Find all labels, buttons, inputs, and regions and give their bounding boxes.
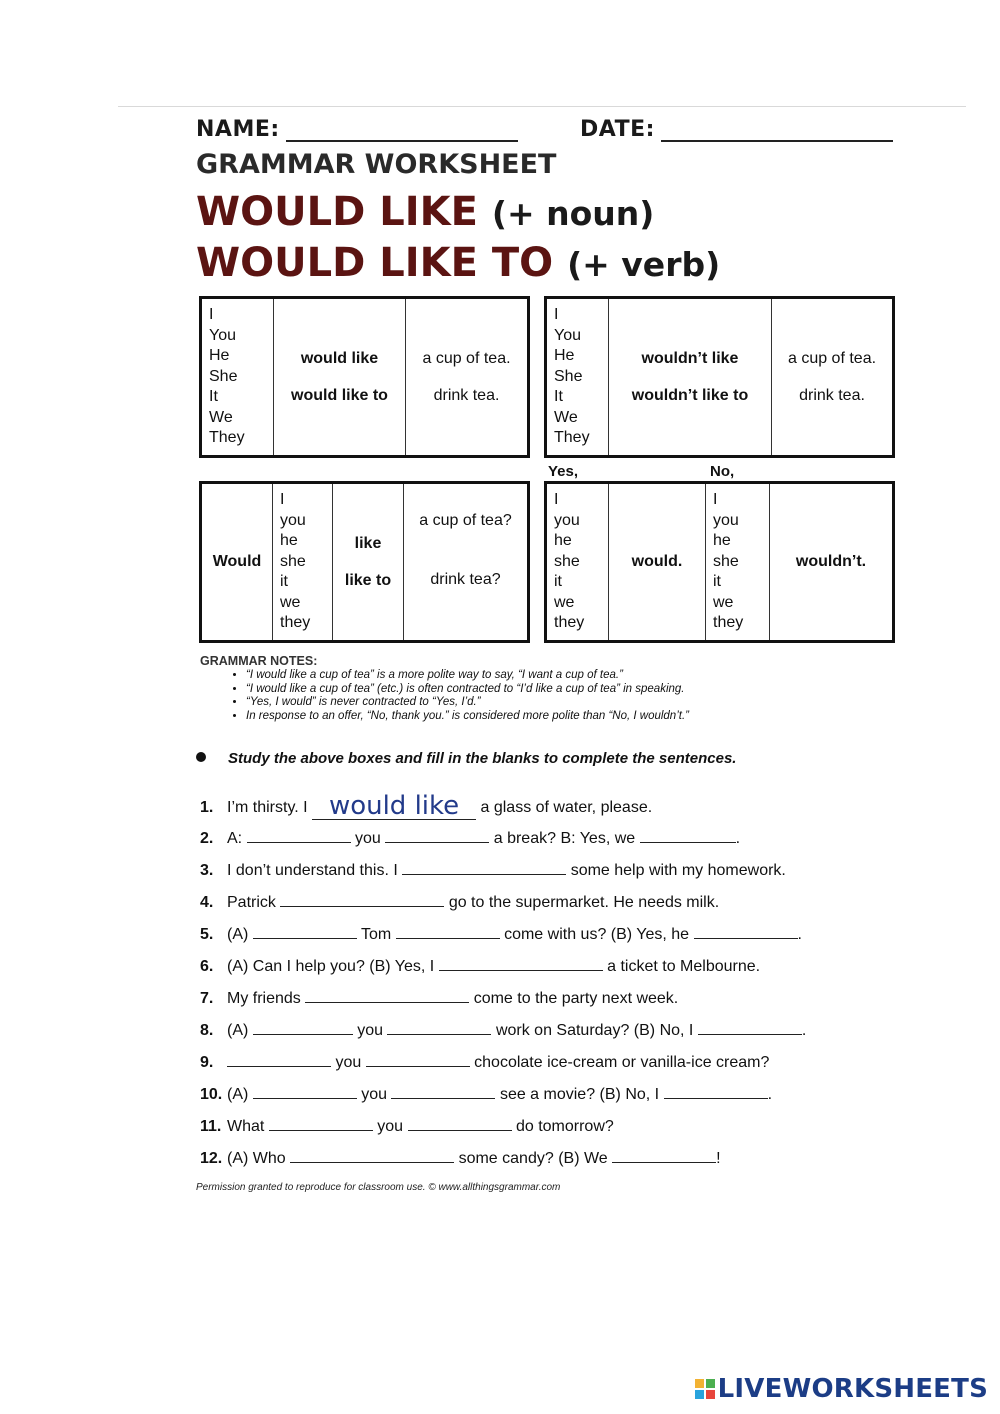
sentence-text: work on Saturday? (B) No, I bbox=[495, 1022, 694, 1039]
logo-square bbox=[695, 1390, 704, 1399]
date-field bbox=[580, 117, 893, 142]
title-2-main: WOULD LIKE TO bbox=[196, 240, 554, 286]
pronoun: She bbox=[209, 367, 238, 385]
pronoun: I bbox=[280, 491, 285, 509]
name-label: NAME: bbox=[196, 117, 280, 142]
note-item: • “Yes, I would” is never contracted to “Yes, I’d.” bbox=[246, 696, 840, 710]
pronoun: We bbox=[209, 408, 233, 426]
exercise-6 bbox=[200, 956, 760, 976]
object: drink tea. bbox=[433, 386, 500, 404]
worksheet-subtitle: GRAMMAR WORKSHEET bbox=[196, 149, 557, 180]
exercise-number: 7. bbox=[200, 990, 214, 1007]
answer-blank[interactable] bbox=[391, 1084, 495, 1099]
pronoun: you bbox=[713, 511, 739, 529]
pronoun: We bbox=[554, 408, 578, 426]
instruction-text: Study the above boxes and fill in the blanks to complete the sentences. bbox=[228, 750, 737, 767]
sentence-text: (A) Who bbox=[227, 1150, 286, 1167]
no-answer: wouldn’t. bbox=[770, 483, 894, 642]
pronoun: we bbox=[713, 593, 734, 611]
title-would-like bbox=[196, 189, 654, 235]
note-item: • “I would like a cup of tea” is a more polite way to say, “I want a cup of tea.” bbox=[246, 669, 840, 683]
answer-blank[interactable] bbox=[253, 1020, 353, 1035]
pronoun: It bbox=[209, 388, 218, 406]
pronoun: They bbox=[209, 429, 245, 447]
logo-square bbox=[695, 1379, 704, 1388]
negative-pronouns bbox=[546, 298, 609, 457]
pronoun: I bbox=[554, 306, 559, 324]
question-verbs bbox=[333, 483, 404, 642]
sentence-text: you bbox=[355, 830, 381, 847]
sentence-text: you bbox=[377, 1118, 404, 1135]
pronoun: it bbox=[280, 573, 288, 591]
sentence-text: Tom bbox=[360, 926, 392, 943]
answer-blank[interactable] bbox=[253, 924, 357, 939]
exercise-number: 5. bbox=[200, 926, 214, 943]
sentence-text: (A) bbox=[227, 926, 249, 943]
sentence-text: . bbox=[801, 1022, 807, 1039]
pronoun: it bbox=[554, 573, 562, 591]
pronoun: He bbox=[554, 347, 575, 365]
grammar-notes bbox=[200, 654, 840, 723]
pronoun: I bbox=[209, 306, 214, 324]
pronoun: You bbox=[209, 326, 236, 344]
sentence-text: see a movie? (B) No, I bbox=[499, 1086, 660, 1103]
pronoun: they bbox=[554, 614, 585, 632]
yes-answer: would. bbox=[609, 483, 706, 642]
object: drink tea. bbox=[799, 386, 865, 404]
question-aux: Would bbox=[201, 483, 273, 642]
liveworksheets-logo[interactable] bbox=[695, 1374, 988, 1404]
pronoun: you bbox=[554, 511, 580, 529]
sentence-text: do tomorrow? bbox=[515, 1118, 614, 1135]
pronoun: we bbox=[554, 593, 575, 611]
date-label: DATE: bbox=[580, 117, 655, 142]
exercise-number: 8. bbox=[200, 1022, 214, 1039]
answer-blank[interactable] bbox=[290, 1148, 454, 1163]
question-objects bbox=[404, 483, 529, 642]
sentence-text: some candy? (B) We bbox=[458, 1150, 608, 1167]
answer-blank[interactable] bbox=[612, 1148, 716, 1163]
answer-blank[interactable] bbox=[253, 1084, 357, 1099]
notes-list bbox=[200, 669, 840, 723]
logo-grid-icon bbox=[695, 1379, 715, 1399]
no-label: No, bbox=[710, 463, 735, 480]
answer-blank[interactable] bbox=[247, 828, 351, 843]
positive-verbs bbox=[274, 298, 406, 457]
sentence-text: I don’t understand this. I bbox=[227, 862, 398, 879]
exercise-7 bbox=[200, 988, 678, 1008]
sentence-text: you bbox=[335, 1054, 362, 1071]
answer-blank[interactable] bbox=[439, 956, 603, 971]
object: a cup of tea? bbox=[419, 512, 512, 529]
logo-square bbox=[706, 1379, 715, 1388]
verb: would like bbox=[300, 349, 379, 367]
exercise-10 bbox=[200, 1084, 772, 1104]
short-answers-box bbox=[544, 481, 895, 643]
yes-label: Yes, bbox=[548, 463, 579, 480]
sentence-text: . bbox=[735, 830, 741, 847]
date-blank[interactable] bbox=[661, 120, 893, 142]
note-item: • In response to an offer, “No, thank you.” is considered more polite than “No, I wouldn’t.” bbox=[246, 710, 840, 724]
yes-pronouns bbox=[546, 483, 609, 642]
answer-blank[interactable] bbox=[227, 1052, 331, 1067]
answer-blank[interactable] bbox=[698, 1020, 802, 1035]
exercise-number: 4. bbox=[200, 894, 214, 911]
exercise-12 bbox=[200, 1148, 721, 1168]
answer-blank[interactable] bbox=[387, 1020, 491, 1035]
sentence-text: (A) Can I help you? (B) Yes, I bbox=[227, 958, 435, 975]
sentence-text: My friends bbox=[227, 990, 301, 1007]
sentence-text: you bbox=[357, 1022, 384, 1039]
sentence-text: (A) bbox=[227, 1086, 249, 1103]
logo-text: LIVEWORKSHEETS bbox=[717, 1374, 988, 1404]
pronoun: She bbox=[554, 367, 583, 385]
pronoun: I bbox=[554, 491, 559, 509]
instruction bbox=[196, 750, 736, 767]
sentence-text: . bbox=[797, 926, 802, 943]
verb: like bbox=[354, 534, 382, 552]
sentence-text: a ticket to Melbourne. bbox=[607, 958, 761, 975]
answer-blank[interactable] bbox=[280, 892, 444, 907]
pronoun: He bbox=[209, 347, 230, 365]
sentence-text: a break? B: Yes, we bbox=[493, 830, 636, 847]
negative-objects bbox=[772, 298, 894, 457]
exercise-number: 1. bbox=[200, 799, 214, 816]
pronoun: I bbox=[713, 491, 718, 509]
verb: wouldn’t like to bbox=[631, 386, 749, 404]
exercise-number: 2. bbox=[200, 830, 214, 847]
sentence-text: What bbox=[227, 1118, 265, 1135]
verb: would like to bbox=[291, 386, 388, 404]
bullet-icon bbox=[196, 752, 206, 762]
answer-blank[interactable] bbox=[402, 860, 566, 875]
answer-blank[interactable] bbox=[269, 1116, 373, 1131]
question-pronouns bbox=[273, 483, 333, 642]
positive-pronouns bbox=[201, 298, 274, 457]
sentence-text: come with us? (B) Yes, he bbox=[504, 926, 690, 943]
exercise-number: 6. bbox=[200, 958, 214, 975]
title-would-like-to bbox=[196, 240, 720, 286]
positive-objects bbox=[406, 298, 529, 457]
exercise-2 bbox=[200, 828, 740, 848]
pronoun: they bbox=[280, 614, 311, 632]
name-blank[interactable] bbox=[286, 120, 518, 142]
exercise-3 bbox=[200, 860, 786, 880]
positive-box bbox=[199, 296, 530, 458]
question-box bbox=[199, 481, 530, 643]
title-1-main: WOULD LIKE bbox=[196, 189, 478, 235]
note-item: • “I would like a cup of tea” (etc.) is often contracted to “I’d like a cup of tea” in speaking. bbox=[246, 683, 840, 697]
exercise-1 bbox=[200, 791, 653, 821]
top-divider bbox=[118, 106, 966, 107]
negative-verbs bbox=[609, 298, 772, 457]
pronoun: he bbox=[713, 532, 731, 550]
answer-blank[interactable] bbox=[305, 988, 469, 1003]
exercise-number: 10. bbox=[200, 1086, 223, 1103]
answer-input-1[interactable]: would like bbox=[312, 793, 476, 820]
sentence-text: come to the party next week. bbox=[473, 990, 679, 1007]
exercise-number: 9. bbox=[200, 1054, 214, 1071]
sentence-text: you bbox=[361, 1086, 388, 1103]
exercise-4 bbox=[200, 892, 719, 912]
verb: like to bbox=[344, 571, 392, 589]
exercise-number: 11. bbox=[200, 1118, 222, 1135]
pronoun: she bbox=[554, 552, 580, 570]
sentence-text: I’m thirsty. I bbox=[227, 799, 308, 816]
pronoun: she bbox=[713, 552, 739, 570]
answer-blank[interactable] bbox=[396, 924, 500, 939]
pronoun: it bbox=[713, 573, 721, 591]
exercise-5 bbox=[200, 924, 802, 944]
exercise-8 bbox=[200, 1020, 806, 1040]
permission-note: Permission granted to reproduce for classroom use. © www.allthingsgrammar.com bbox=[196, 1182, 561, 1193]
answer-blank[interactable] bbox=[640, 828, 736, 843]
title-2-paren: (+ verb) bbox=[567, 245, 721, 284]
sentence-text: ! bbox=[716, 1150, 721, 1167]
pronoun: she bbox=[280, 552, 306, 570]
pronoun: they bbox=[713, 614, 744, 632]
sentence-text: go to the supermarket. He needs milk. bbox=[448, 894, 720, 911]
title-1-paren: (+ noun) bbox=[491, 194, 655, 233]
pronoun: you bbox=[280, 511, 306, 529]
exercise-number: 12. bbox=[200, 1150, 223, 1167]
verb: wouldn’t like bbox=[641, 349, 739, 367]
notes-title: GRAMMAR NOTES: bbox=[200, 654, 318, 668]
exercise-number: 3. bbox=[200, 862, 214, 879]
object: drink tea? bbox=[430, 571, 501, 588]
answer-blank[interactable] bbox=[385, 828, 489, 843]
answer-blank[interactable] bbox=[694, 924, 798, 939]
answer-blank[interactable] bbox=[664, 1084, 768, 1099]
exercise-9 bbox=[200, 1052, 769, 1072]
sentence-text: . bbox=[767, 1086, 773, 1103]
sentence-text: (A) bbox=[227, 1022, 249, 1039]
negative-box bbox=[544, 296, 895, 458]
object: a cup of tea. bbox=[422, 349, 511, 367]
no-pronouns bbox=[706, 483, 770, 642]
name-field bbox=[196, 117, 518, 142]
sentence-text: A: bbox=[227, 830, 243, 847]
pronoun: he bbox=[554, 532, 572, 550]
exercise-11 bbox=[200, 1116, 614, 1136]
pronoun: It bbox=[554, 388, 563, 406]
logo-square bbox=[706, 1390, 715, 1399]
object: a cup of tea. bbox=[787, 349, 877, 367]
pronoun: They bbox=[554, 429, 590, 447]
sentence-text: chocolate ice-cream or vanilla-ice cream? bbox=[474, 1054, 770, 1071]
answer-blank[interactable] bbox=[408, 1116, 512, 1131]
sentence-text: a glass of water, please. bbox=[480, 799, 653, 816]
pronoun: he bbox=[280, 532, 298, 550]
sentence-text: Patrick bbox=[227, 894, 276, 911]
pronoun: You bbox=[554, 326, 581, 344]
sentence-text: some help with my homework. bbox=[570, 862, 786, 879]
pronoun: we bbox=[280, 593, 301, 611]
answer-blank[interactable] bbox=[366, 1052, 470, 1067]
